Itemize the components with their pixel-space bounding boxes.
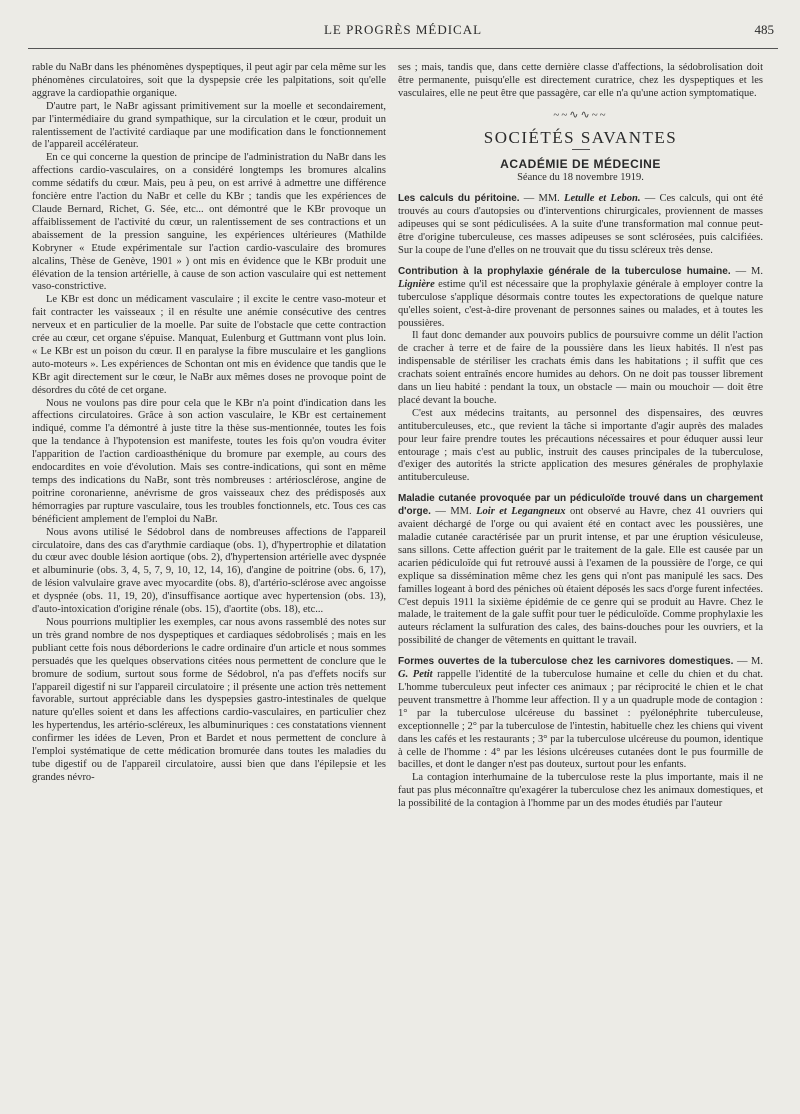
ornamental-separator: ~~∿∿~~ — [553, 108, 608, 121]
paragraph: Nous ne voulons pas dire pour cela que le KBr n'a point d'indication dans les affections circulatoires. Grâce à son action vasculaire, le KBr est certainement indiqué, comme l'a démontré à juste titre la thèse sus-mentionnée, toutes les fois que la tendance à l'hypotension est manifeste, toutes les fois qu'on voudra éviter l'apparition de l'action cardioasthénique du bromure par exemple, au cours des endocardites en voie d'évolution. Mais ses contre-indications, qui sont en même temps des indications du NaBr, sont très nombreuses : artériosclérose, angine de poitrine coronarienne, anévrisme de gros vaisseaux chez des prédisposés aux hémorragies par rupture vasculaire, tous les troubles fonctionnels, etc. Tous ces cas bénéficient amplement de l'emploi du NaBr. — [32, 397, 386, 525]
report-authors: Lignière — [398, 278, 435, 290]
report-authors: G. Petit — [398, 669, 433, 681]
paragraph: Nous pourrions multiplier les exemples, car nous avons rassemblé des notes sur un très grand nombre de nos dyspeptiques et cardiaques sédobrolisés ; mais en les publiant cette fois nous déborderions le cadre ordinaire d'un article et nous sommes persuadés que les quelques observations citées nous permettent de conclure que le bromure de sodium, surtout sous forme de Sédobrol, n'a pas d'effets nocifs sur l'appareil digestif ni sur l'appareil circulatoire ; il présente une action très nettement favorable, surtout appréciable dans les dyspepsies gastro-intestinales de quelque nature qu'elles soient et dans les affections cardio-vasculaires, en particulier chez les hypertendus, les artério-scléreux, les albuminuriques : ces constatations viennent confirmer les idées de Leven, Pron et Bardet et nous permettent de conclure à l'emploi systématique de cette médication bromurée dans toutes les maladies du tube digestif ou de l'appareil circulatoire, aussi bien que dans l'épilepsie et les grandes névro- — [32, 616, 386, 783]
journal-title: LE PROGRÈS MÉDICAL — [323, 22, 483, 37]
report-title: Formes ouvertes de la tuberculose chez les carnivores domestiques. — [398, 656, 734, 668]
paragraph: D'autre part, le NaBr agissant primitivement sur la moelle et secondairement, par l'intermédiaire du grand sympathique, sur la circulation et le cœur, produit un ralentissement de l'activité cardiaque par une modification dans le fonctionnement de l'appareil accélérateur. — [32, 100, 386, 151]
authors-prefix: — MM. — [430, 506, 477, 518]
academy-heading: ACADÉMIE DE MÉDECINE — [500, 156, 661, 171]
section-title: SOCIÉTÉS SAVANTES — [483, 127, 678, 147]
authors-prefix: — MM. — [519, 193, 565, 205]
paragraph: rable du NaBr dans les phénomènes dyspeptiques, il peut agir par cela même sur les phénomènes circulatoires, soit que la dyspepsie crée les palpitations, soit qu'elle aggrave la cardiopathie organique. — [32, 62, 386, 99]
report-item — [398, 193, 763, 258]
report-text: rappelle l'identité de la tuberculose humaine et celle du chien et du chat. L'homme tuberculeux peut infecter ces animaux ; par réciprocité le chien et le chat peuvent transmettre à l'homme leur affection. Il y a un quadruple mode de contagion : 1° par la tuberculose ulcéreuse du bassinet : pyélonéphrite tuberculeuse, exceptionnelle ; 2° par la tuberculose de l'intestin, habituelle chez les chiens qui vivent dans les cafés et les restaurants ; 3° par la tuberculose ulcéreuse du poumon, identique à celle de l'homme : 4° par les lésions ulcéreuses cutanées dont le pus fourmille de bacilles, et dont le danger n'est pas douteux, surtout pour les enfants. — [398, 669, 763, 771]
running-header — [28, 20, 778, 49]
paragraph: Nous avons utilisé le Sédobrol dans de nombreuses affections de l'appareil circulatoire, dans des cas d'arythmie cardiaque (obs. 1), d'hypertrophie et dilatation du cœur avec double lésion aortique (obs. 2), d'hypertension artérielle avec dyspnée et albuminurie (obs. 3, 4, 5, 7, 9, 10, 12, 14, 16), d'angine de poitrine (obs. 6, 17), de lésion valvulaire grave avec myocardite (obs. 8), d'artério-sclérose avec angoisse et dyspnée (obs. 11, 19, 20), d'insuffisance aortique avec hypertension (obs. 13), d'auto-intoxication d'origine rénale (obs. 15), d'aortite (obs. 18), etc... — [32, 526, 386, 616]
left-column — [32, 62, 386, 785]
paragraph: Le KBr est donc un médicament vasculaire ; il excite le centre vaso-moteur et fait contracter les vaisseaux ; il en résulte une anémie consécutive des centres nerveux et en particulier de la moelle. Par suite de l'obstacle que cette contraction crée au cœur, cet organe s'épuise. Manquat, Eulenburg et Guttmann vont plus loin. « Le KBr est un poison du cœur. Il en paralyse la fibre musculaire et les ganglions auto-moteurs ». Les expériences de Schontan ont mis en évidence que tandis que le KBr agit directement sur le cœur, le NaBr aux mêmes doses ne provoque point de désordres du côté de cet organe. — [32, 294, 386, 396]
report-title: Maladie cutanée provoquée par un pédiculoïde trouvé dans un chargement d'orge. — [398, 493, 763, 518]
report-authors: Loir et Legangneux — [476, 506, 566, 518]
page-number: 485 — [754, 22, 774, 37]
report-item — [398, 493, 763, 648]
report-text: — Ces calculs, qui ont été trouvés au cours d'autopsies ou d'interventions chirurgicales, proviennent de masses adipeuses qui se sont pédiculisées. A la suite d'une transformation mal connue peut-être d'origine tuberculeuse, ces masses adipeuses se sont sclérosées, puis calcifiées. Sur la coupe de l'une d'elles on ne trouvait que du tissu scléreux très dense. — [398, 193, 763, 256]
paragraph: En ce qui concerne la question de principe de l'administration du NaBr dans les affections cardio-vasculaires, on a considéré longtemps les bromures alcalins comme sédatifs du cœur. Mais, peu à peu, on est arrivé à admettre une différence foncière entre l'action du NaBr et celle du KBr ; tandis que les expériences de Claude Bernard, Richet, G. Sée, etc... ont démontré que le KBr provoque un affaiblissement de l'activité du cœur, un ralentissement de ses contractions et un abaissement de la pression sanguine, les expériences ultérieures (Mathilde Kobryner « Etude expérimentale sur l'action cardio-vasculaire des bromures alcalins, Thèse de Genève, 1901 » ) ont mis en évidence que le KBr produit une élévation de la tension artérielle, à cause de son action vasculaire qui est nettement vaso-constrictive. — [32, 152, 386, 293]
report-text: Il faut donc demander aux pouvoirs publics de poursuivre comme un délit l'action de cracher à terre et de faire de la poussière dans les lieux habités. Il n'est pas indispensable de stériliser les crachats émis dans les habitations ; il suffit que ces crachats soient entraînés encore humides au dehors. On ne doit pas tousser librement dans un lieu habité : pendant la toux, un obstacle — main ou mouchoir — doit être placé devant la bouche. — [398, 330, 763, 406]
report-item — [398, 266, 763, 485]
report-authors: Letulle et Lebon. — [564, 193, 641, 205]
authors-prefix: — M. — [730, 265, 763, 277]
report-text: La contagion interhumaine de la tuberculose reste la plus importante, mais il ne faut pas plus méconnaître qu'exagérer la tuberculose chez les animaux domestiques, et la possibilité de la contagion à l'homme par un des modes étudiés par l'auteur — [398, 772, 763, 810]
authors-prefix: — M. — [733, 656, 763, 668]
report-text: ont observé au Havre, chez 41 ouvriers qui avaient déchargé de l'orge ou qui avaient été en contact avec les poussières, une maladie cutanée caractérisée par un prurit intense, et par une éruption vésiculeuse, sans sillons. Cette affection guérit par le traitement de la gale. Elle est causée par un acarien pédiculoïde qui fut retrouvé aussi à l'examen de la poussière de l'orge, ce qui explique sa dissémination même chez les gens qui n'ont pas manipulé les sacs. Des familles logeant à bord des péniches où étaient déposés les sacs d'orge furent infectées. C'est depuis 1911 la sixième épidémie de ce genre qui se produit au Havre. Chez le malade, le traitement de la gale suffit pour tuer le pédiculoïde. Comme prophylaxie les auteurs réclament la sulfuration des cales, des bains-douches pour les ouvriers, et la possibilité de changer de vêtements en quittant le travail. — [398, 506, 763, 647]
report-title: Les calculs du péritoine. — [398, 193, 520, 205]
section-rule — [572, 149, 590, 150]
right-column — [398, 62, 763, 811]
session-date: Séance du 18 novembre 1919. — [517, 172, 644, 184]
report-text: C'est aux médecins traitants, au personnel des dispensaires, des œuvres antituberculeuses, etc., que revient la tâche si importante d'agir auprès des malades pour leur faire prendre toutes les précautions nécessaires et pour éduquer aussi leur entourage ; mais c'est au public, instruit des causes principales de la tuberculose, d'exiger des autorités la stricte application des mesures générales de prophylaxie antituberculeuse. — [398, 407, 763, 484]
paragraph: ses ; mais, tandis que, dans cette dernière classe d'affections, la sédobrolisation doit être permanente, puisqu'elle est directement curatrice, chez les dyspeptiques et les vasculaires, elle ne peut être que passagère, car elle n'a qu'une action symptomatique. — [398, 62, 763, 99]
report-text: estime qu'il est nécessaire que la prophylaxie générale à employer contre la tuberculose s'applique désormais contre toutes les expectorations de quelque nature qu'elles soient, c'est-à-dire provenant de personnes saines ou malades, et à toutes les poussières. — [398, 278, 763, 329]
report-title: Contribution à la prophylaxie générale de la tuberculose humaine. — [398, 265, 731, 277]
report-item — [398, 656, 763, 811]
